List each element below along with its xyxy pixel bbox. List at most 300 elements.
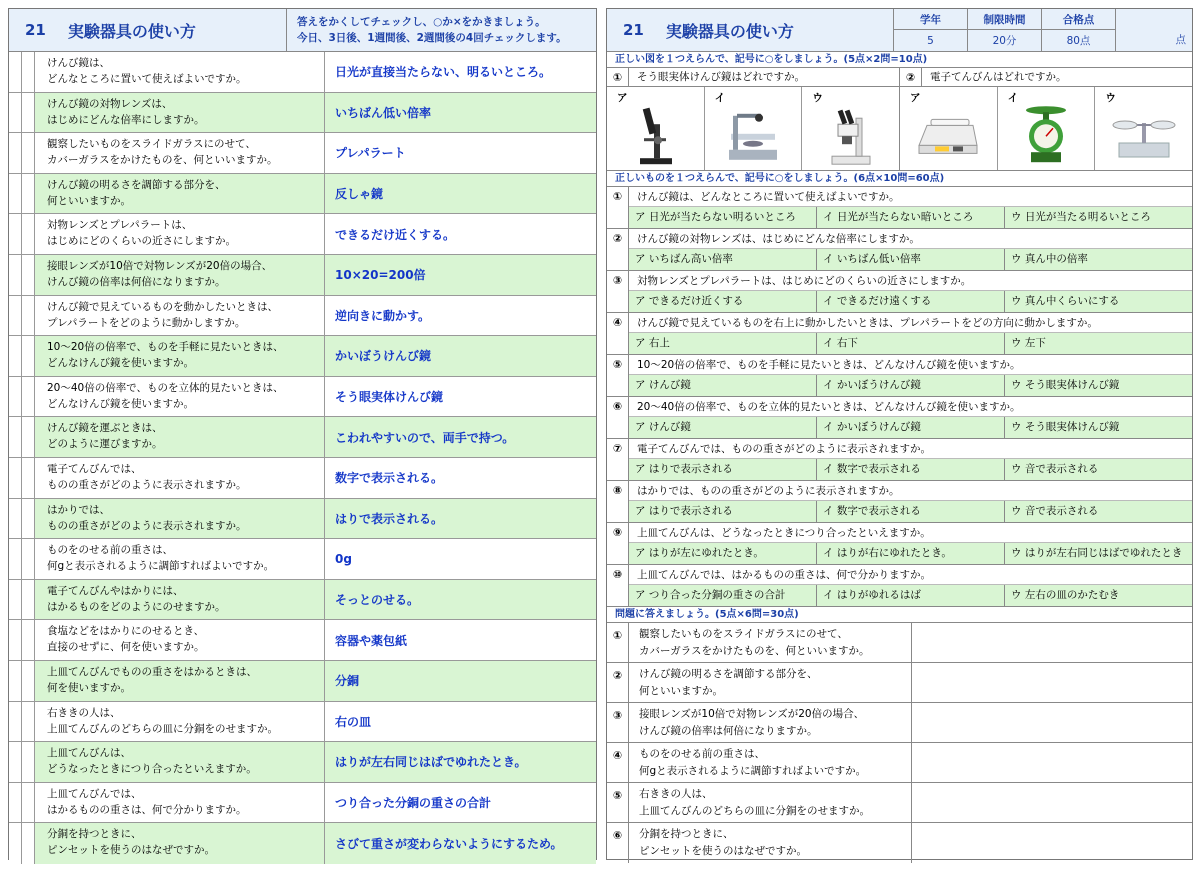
- qa-question: [35, 93, 325, 133]
- qa-question-line-2: ものの重さがどのように表示されますか。: [47, 478, 247, 491]
- qa-question-line-2: 上皿てんびんのどちらの皿に分銅をのせますか。: [47, 722, 278, 735]
- qa-question-line-1: 右ききの人は、: [47, 706, 121, 719]
- qa-answer: 分銅: [325, 661, 596, 701]
- question-line-1: ものをのせる前の重さは、: [639, 748, 765, 760]
- option-letter: イ: [714, 92, 726, 104]
- written-question: [607, 703, 1192, 743]
- option-letter: ウ: [1105, 92, 1116, 104]
- written-question: [607, 743, 1192, 783]
- question-number: ②: [607, 229, 629, 270]
- option-b[interactable]: イ はりがゆれるはば: [817, 585, 1005, 606]
- qa-answer: はりが左右同じはばでゆれたとき。: [325, 742, 596, 782]
- option-b[interactable]: イ 右下: [817, 333, 1005, 354]
- option-c[interactable]: ウ 音で表示される: [1005, 459, 1192, 480]
- qa-question-line-1: 10～20倍の倍率で、ものを手軽に見たいときは、: [47, 341, 284, 354]
- choice-question: [607, 481, 1192, 523]
- question-number: ⑩: [607, 565, 629, 606]
- section-2-title: 正しいものを１つえらんで、記号に○をしましょう。(6点×10問=60点): [607, 171, 1192, 187]
- question-text: 上皿てんびんは、どうなったときにつり合ったといえますか。: [629, 523, 1192, 543]
- qa-answer: 数字で表示される。: [335, 471, 444, 486]
- choice-question: [607, 355, 1192, 397]
- answer-sheet-panel: [8, 8, 597, 860]
- option-a-choice[interactable]: [607, 87, 705, 170]
- option-c[interactable]: ウ 日光が当たる明るいところ: [1005, 207, 1192, 228]
- option-c[interactable]: ウ 音で表示される: [1005, 501, 1192, 522]
- qa-question-line-2: 何を使いますか。: [47, 681, 131, 694]
- option-c[interactable]: ウ そう眼実体けんび鏡: [1005, 375, 1192, 396]
- check-box-2[interactable]: [22, 580, 35, 620]
- answer-box[interactable]: [912, 783, 1192, 822]
- grade-cell: [894, 9, 968, 51]
- answer-box[interactable]: [912, 623, 1192, 662]
- option-b-choice[interactable]: [998, 87, 1096, 170]
- question-number: ②: [607, 663, 629, 702]
- qa-question-line-2: どんなけんび鏡を使いますか。: [47, 357, 194, 370]
- written-question: [607, 783, 1192, 823]
- question-number: ⑤: [607, 783, 629, 822]
- qa-answer: さびて重さが変わらないようにするため。: [325, 823, 596, 864]
- choice-question: [607, 523, 1192, 565]
- question-text: [629, 663, 912, 702]
- qa-question-line-2: けんび鏡の倍率は何倍になりますか。: [47, 275, 226, 288]
- check-box-1[interactable]: [9, 823, 22, 864]
- qa-list: [9, 52, 596, 864]
- instructions: [287, 9, 596, 51]
- question-text: はかりでは、ものの重さがどのように表示されますか。: [629, 481, 1192, 501]
- check-box-1[interactable]: [9, 93, 22, 133]
- passing-score-cell: [1042, 9, 1116, 51]
- qa-row: [9, 296, 596, 337]
- check-box-1[interactable]: [9, 539, 22, 579]
- option-c[interactable]: ウ 左下: [1005, 333, 1192, 354]
- choice-question: [607, 271, 1192, 313]
- check-box-2[interactable]: [22, 174, 35, 214]
- qa-question-line-2: 直接のせずに、何を使いますか。: [47, 641, 205, 654]
- qa-question: [35, 174, 325, 214]
- check-box-1[interactable]: [9, 661, 22, 701]
- qa-question-line-2: どうなったときにつり合ったといえますか。: [47, 763, 257, 776]
- check-box-2[interactable]: [22, 458, 35, 498]
- option-c[interactable]: ウ 真ん中くらいにする: [1005, 291, 1192, 312]
- qa-row: [9, 539, 596, 580]
- question-number: ①: [607, 187, 629, 228]
- check-box-1[interactable]: [9, 417, 22, 457]
- check-box-2[interactable]: [22, 214, 35, 254]
- option-c-choice[interactable]: [802, 87, 899, 170]
- qa-question: [35, 783, 325, 823]
- option-a[interactable]: ア はりが左にゆれたとき。: [629, 543, 817, 564]
- choice-question: [607, 313, 1192, 355]
- qa-question-line-1: 20～40倍の倍率で、ものを立体的見たいときは、: [47, 381, 284, 394]
- check-box-2[interactable]: [22, 377, 35, 417]
- qa-answer: こわれやすいので、両手で持つ。: [325, 417, 596, 457]
- question-text: 電子てんびんでは、ものの重さがどのように表示されますか。: [629, 439, 1192, 459]
- qa-answer: 0g: [335, 551, 352, 566]
- option-c[interactable]: ウ そう眼実体けんび鏡: [1005, 417, 1192, 438]
- question-text: 10～20倍の倍率で、ものを手軽に見たいときは、どんなけんび鏡を使いますか。: [629, 355, 1192, 375]
- option-b[interactable]: イ いちばん低い倍率: [817, 249, 1005, 270]
- choice-options: [629, 543, 1192, 564]
- question-line-1: 分銅を持つときに、: [639, 828, 734, 840]
- choice-options: [629, 585, 1192, 606]
- check-box-1[interactable]: [9, 458, 22, 498]
- qa-row: [9, 458, 596, 499]
- time-limit-label: 制限時間: [968, 9, 1041, 30]
- question-line-1: 接眼レンズが10倍で対物レンズが20倍の場合、: [639, 708, 865, 720]
- grade-value: 5: [927, 34, 934, 47]
- question-line-1: 右ききの人は、: [639, 788, 713, 800]
- dissecting-microscope-icon: [723, 105, 783, 163]
- check-box-2[interactable]: [22, 296, 35, 336]
- question-line-2: カバーガラスをかけたものを、何といいますか。: [639, 645, 870, 657]
- time-limit-value: 20分: [992, 35, 1017, 47]
- qa-row: [9, 742, 596, 783]
- check-box-2[interactable]: [22, 499, 35, 539]
- question-line-2: 上皿てんびんのどちらの皿に分銅をのせますか。: [639, 805, 870, 817]
- qa-answer: 反しゃ鏡: [325, 174, 596, 214]
- qa-answer: プレパラート: [335, 146, 406, 161]
- question-number: ⑧: [607, 481, 629, 522]
- answer-box[interactable]: [912, 823, 1192, 863]
- question-text: [629, 783, 912, 822]
- option-b[interactable]: イ はりが右にゆれたとき。: [817, 543, 1005, 564]
- qa-answer: できるだけ近くする。: [335, 227, 456, 242]
- check-box-1[interactable]: [9, 783, 22, 823]
- answer-box[interactable]: [912, 743, 1192, 782]
- qa-row: [9, 133, 596, 174]
- qa-row: [9, 214, 596, 255]
- picture-question-1: [607, 68, 900, 170]
- qa-answer: 容器や薬包紙: [335, 633, 408, 648]
- qa-row: [9, 702, 596, 743]
- qa-question-line-1: 接眼レンズが10倍で対物レンズが20倍の場合、: [47, 259, 273, 272]
- question-text: 電子てんびんはどれですか。: [930, 71, 1067, 83]
- check-box-1[interactable]: [9, 133, 22, 173]
- question-text: [629, 823, 912, 863]
- question-text: けんび鏡は、どんなところに置いて使えばよいですか。: [629, 187, 1192, 207]
- passing-score-label: 合格点: [1042, 9, 1115, 30]
- option-b-choice[interactable]: [705, 87, 803, 170]
- option-a-choice[interactable]: [900, 87, 998, 170]
- unit-number: 21: [25, 21, 46, 39]
- option-a[interactable]: ア けんび鏡: [629, 417, 817, 438]
- option-letter: ウ: [812, 92, 823, 104]
- option-b[interactable]: イ かいぼうけんび鏡: [817, 417, 1005, 438]
- check-box-1[interactable]: [9, 702, 22, 742]
- question-text: [629, 703, 912, 742]
- check-box-1[interactable]: [9, 742, 22, 782]
- choice-options: [629, 249, 1192, 270]
- qa-question-line-1: けんび鏡は、: [47, 57, 110, 69]
- question-number: ⑥: [607, 397, 629, 438]
- qa-answer: 10×20=200倍: [325, 255, 596, 295]
- written-question: [607, 623, 1192, 663]
- qa-question: [35, 458, 325, 498]
- choice-options: [629, 333, 1192, 354]
- qa-question: [35, 255, 325, 295]
- qa-question: [35, 336, 325, 376]
- qa-question-line-1: 対物レンズとプレパラートは、: [47, 219, 193, 232]
- qa-question: [35, 52, 325, 92]
- question-number: ②: [900, 68, 922, 86]
- qa-question: [35, 133, 325, 173]
- qa-question: [35, 620, 325, 660]
- grade-label: 学年: [894, 9, 967, 30]
- question-number: ③: [607, 271, 629, 312]
- check-box-2[interactable]: [22, 417, 35, 457]
- question-text: そう眼実体けんび鏡はどれですか。: [637, 71, 805, 83]
- qa-question-line-2: どんなところに置いて使えばよいですか。: [47, 73, 247, 85]
- question-line-1: けんび鏡の明るさを調節する部分を、: [639, 668, 818, 680]
- option-a[interactable]: ア はりで表示される: [629, 501, 817, 522]
- check-box-1[interactable]: [9, 499, 22, 539]
- option-a[interactable]: ア 右上: [629, 333, 817, 354]
- qa-question-line-1: 上皿てんびんでものの重さをはかるときは、: [47, 665, 257, 678]
- qa-question-line-1: 観察したいものをスライドガラスにのせて、: [47, 138, 256, 151]
- option-c-choice[interactable]: [1095, 87, 1192, 170]
- question-text: 20～40倍の倍率で、ものを立体的見たいときは、どんなけんび鏡を使いますか。: [629, 397, 1192, 417]
- option-b[interactable]: イ 日光が当たらない暗いところ: [817, 207, 1005, 228]
- qa-row: [9, 52, 596, 93]
- answer-box[interactable]: [912, 663, 1192, 702]
- choice-options: [629, 291, 1192, 312]
- check-box-2[interactable]: [22, 702, 35, 742]
- qa-question-line-1: けんび鏡の対物レンズは、: [47, 97, 173, 110]
- section-1: [607, 68, 1192, 171]
- qa-question-line-1: けんび鏡で見えているものを動かしたいときは、: [47, 300, 278, 313]
- question-number: ⑤: [607, 355, 629, 396]
- score-suffix: 点: [1175, 34, 1186, 46]
- qa-answer: そう眼実体けんび鏡: [335, 390, 444, 405]
- check-box-1[interactable]: [9, 620, 22, 660]
- qa-question-line-1: 分銅を持つときに、: [47, 828, 142, 841]
- question-text: 対物レンズとプレパラートは、はじめにどのくらいの近さにしますか。: [629, 271, 1192, 291]
- question-text: けんび鏡で見えているものを右上に動かしたいときは、プレパラートをどの方向に動かしますか。: [629, 313, 1192, 333]
- qa-question: [35, 214, 325, 254]
- section-3: [607, 623, 1192, 863]
- section-2: [607, 187, 1192, 607]
- qa-row: [9, 174, 596, 215]
- question-number: ③: [607, 703, 629, 742]
- qa-question-line-2: はじめにどんな倍率にしますか。: [47, 113, 205, 126]
- check-box-2[interactable]: [22, 783, 35, 823]
- check-box-2[interactable]: [22, 620, 35, 660]
- option-a[interactable]: ア 日光が当たらない明るいところ: [629, 207, 817, 228]
- option-b[interactable]: イ できるだけ遠くする: [817, 291, 1005, 312]
- qa-question: [35, 296, 325, 336]
- qa-question: [35, 661, 325, 701]
- answer-sheet-title-box: [9, 9, 287, 51]
- qa-row: [9, 823, 596, 864]
- option-c[interactable]: ウ 真ん中の倍率: [1005, 249, 1192, 270]
- section-1-title: 正しい図を１つえらんで、記号に○をしましょう。(5点×2問=10点): [607, 52, 1192, 68]
- check-box-1[interactable]: [9, 255, 22, 295]
- choice-options: [629, 459, 1192, 480]
- test-unit-title: 実験器具の使い方: [665, 21, 794, 41]
- qa-question-line-1: 電子てんびんやはかりには、: [47, 584, 184, 597]
- qa-answer: かいぼうけんび鏡: [325, 336, 596, 376]
- test-sheet-header: [607, 9, 1192, 52]
- instruction-line-1: 答えをかくしてチェックし、○か×をかきましょう。: [297, 16, 546, 28]
- choice-question: [607, 187, 1192, 229]
- qa-row: [9, 783, 596, 824]
- qa-question-line-1: 電子てんびんでは、: [47, 462, 142, 475]
- qa-question-line-1: 上皿てんびんでは、: [47, 787, 142, 800]
- question-number: ⑦: [607, 439, 629, 480]
- question-text: [629, 743, 912, 782]
- check-box-2[interactable]: [22, 539, 35, 579]
- choice-options: [629, 417, 1192, 438]
- electronic-balance-icon: [915, 111, 981, 155]
- qa-question-line-2: はかるものをどのようにのせますか。: [47, 600, 226, 613]
- qa-question-line-1: はかりでは、: [47, 503, 110, 516]
- qa-question: [35, 539, 325, 579]
- check-box-2[interactable]: [22, 93, 35, 133]
- option-b[interactable]: イ 数字で表示される: [817, 501, 1005, 522]
- qa-question-line-2: プレパラートをどのように動かしますか。: [47, 316, 246, 329]
- written-question: [607, 823, 1192, 863]
- qa-row: [9, 377, 596, 418]
- qa-answer: つり合った分銅の重さの合計: [335, 795, 492, 810]
- check-box-1[interactable]: [9, 214, 22, 254]
- qa-row: [9, 417, 596, 458]
- answer-box[interactable]: [912, 703, 1192, 742]
- check-box-1[interactable]: [9, 174, 22, 214]
- qa-question: [35, 580, 325, 620]
- question-number: ④: [607, 743, 629, 782]
- question-line-2: 何といいますか。: [639, 685, 723, 697]
- pan-balance-icon: [1111, 109, 1177, 159]
- qa-answer: そっとのせる。: [325, 580, 596, 620]
- question-number: ④: [607, 313, 629, 354]
- option-a[interactable]: ア できるだけ近くする: [629, 291, 817, 312]
- check-box-1[interactable]: [9, 336, 22, 376]
- qa-question-line-2: カバーガラスをかけたものを、何といいますか。: [47, 154, 278, 167]
- section-3-title: 問題に答えましょう。(5点×6問=30点): [607, 607, 1192, 623]
- unit-title: 実験器具の使い方: [67, 21, 196, 41]
- picture-question-2: [900, 68, 1192, 170]
- qa-answer: 右の皿: [335, 714, 372, 729]
- qa-question-line-1: ものをのせる前の重さは、: [47, 544, 173, 557]
- option-b[interactable]: イ 数字で表示される: [817, 459, 1005, 480]
- time-limit-cell: [968, 9, 1042, 51]
- instruction-line-2: 今日、3日後、1週間後、2週間後の4回チェックします。: [297, 32, 567, 44]
- qa-row: [9, 93, 596, 134]
- check-box-1[interactable]: [9, 296, 22, 336]
- test-sheet-title-box: [607, 9, 894, 51]
- option-letter: イ: [1007, 92, 1019, 104]
- check-box-1[interactable]: [9, 52, 22, 92]
- choice-question: [607, 439, 1192, 481]
- qa-answer: 日光が直接当たらない、明るいところ。: [335, 65, 552, 80]
- compound-microscope-icon: [632, 104, 678, 166]
- check-box-2[interactable]: [22, 823, 35, 864]
- qa-question-line-1: 上皿てんびんは、: [47, 747, 131, 760]
- test-sheet-panel: [606, 8, 1193, 860]
- check-box-2[interactable]: [22, 336, 35, 376]
- check-box-2[interactable]: [22, 742, 35, 782]
- question-number: ⑨: [607, 523, 629, 564]
- qa-question: [35, 377, 325, 417]
- qa-question: [35, 417, 325, 457]
- question-line-2: 何gと表示されるように調節すればよいですか。: [639, 765, 867, 777]
- score-cell[interactable]: [1116, 9, 1192, 51]
- question-line-2: けんび鏡の倍率は何倍になりますか。: [639, 725, 818, 737]
- option-a[interactable]: ア いちばん高い倍率: [629, 249, 817, 270]
- qa-question-line-2: はじめにどのくらいの近さにしますか。: [47, 235, 236, 248]
- question-line-2: ピンセットを使うのはなぜですか。: [639, 845, 807, 857]
- question-text: [629, 623, 912, 662]
- qa-question-line-2: ものの重さがどのように表示されますか。: [47, 519, 247, 532]
- qa-question-line-2: 何gと表示されるように調節すればよいですか。: [47, 560, 275, 573]
- check-box-2[interactable]: [22, 133, 35, 173]
- question-text: けんび鏡の対物レンズは、はじめにどんな倍率にしますか。: [629, 229, 1192, 249]
- passing-score-value: 80点: [1066, 35, 1091, 47]
- spring-scale-icon: [1021, 104, 1071, 166]
- qa-row: [9, 661, 596, 702]
- question-number: ①: [607, 623, 629, 662]
- qa-question: [35, 742, 325, 782]
- option-c[interactable]: ウ はりが左右同じはばでゆれたとき: [1005, 543, 1192, 564]
- qa-question-line-2: はかるものの重さは、何で分かりますか。: [47, 803, 247, 816]
- qa-answer: はりで表示される。: [325, 499, 596, 539]
- choice-question: [607, 565, 1192, 607]
- question-text: 上皿てんびんでは、はかるものの重さは、何で分かりますか。: [629, 565, 1192, 585]
- qa-question-line-1: けんび鏡を運ぶときは、: [47, 422, 163, 435]
- choice-question: [607, 229, 1192, 271]
- question-number: ①: [607, 68, 629, 86]
- qa-answer: いちばん低い倍率: [325, 93, 596, 133]
- qa-question-line-1: けんび鏡の明るさを調節する部分を、: [47, 178, 226, 191]
- check-box-1[interactable]: [9, 377, 22, 417]
- choice-options: [629, 207, 1192, 228]
- qa-row: [9, 255, 596, 296]
- qa-row: [9, 336, 596, 377]
- qa-question-line-2: 何といいますか。: [47, 194, 131, 207]
- qa-question-line-1: 食塩などをはかりにのせるとき、: [47, 625, 205, 638]
- qa-question-line-2: ピンセットを使うのはなぜですか。: [47, 844, 215, 857]
- qa-row: [9, 620, 596, 661]
- test-unit-number: 21: [623, 21, 644, 39]
- question-line-1: 観察したいものをスライドガラスにのせて、: [639, 628, 848, 640]
- qa-row: [9, 499, 596, 540]
- qa-question: [35, 823, 325, 864]
- check-box-2[interactable]: [22, 661, 35, 701]
- option-b[interactable]: イ かいぼうけんび鏡: [817, 375, 1005, 396]
- qa-question: [35, 499, 325, 539]
- option-a[interactable]: ア けんび鏡: [629, 375, 817, 396]
- qa-row: [9, 580, 596, 621]
- written-question: [607, 663, 1192, 703]
- option-a[interactable]: ア はりで表示される: [629, 459, 817, 480]
- check-box-1[interactable]: [9, 580, 22, 620]
- qa-question-line-2: どんなけんび鏡を使いますか。: [47, 397, 194, 410]
- option-a[interactable]: ア つり合った分銅の重さの合計: [629, 585, 817, 606]
- check-box-2[interactable]: [22, 255, 35, 295]
- choice-options: [629, 501, 1192, 522]
- qa-question-line-2: どのように運びますか。: [47, 438, 163, 451]
- option-letter: ア: [910, 92, 921, 104]
- option-letter: ア: [617, 92, 628, 104]
- choice-options: [629, 375, 1192, 396]
- option-c[interactable]: ウ 左右の皿のかたむき: [1005, 585, 1192, 606]
- answer-sheet-header: [9, 9, 596, 52]
- stereo-microscope-icon: [826, 104, 876, 166]
- qa-answer: 逆向きに動かす。: [335, 308, 431, 323]
- check-box-2[interactable]: [22, 52, 35, 92]
- question-number: ⑥: [607, 823, 629, 863]
- choice-question: [607, 397, 1192, 439]
